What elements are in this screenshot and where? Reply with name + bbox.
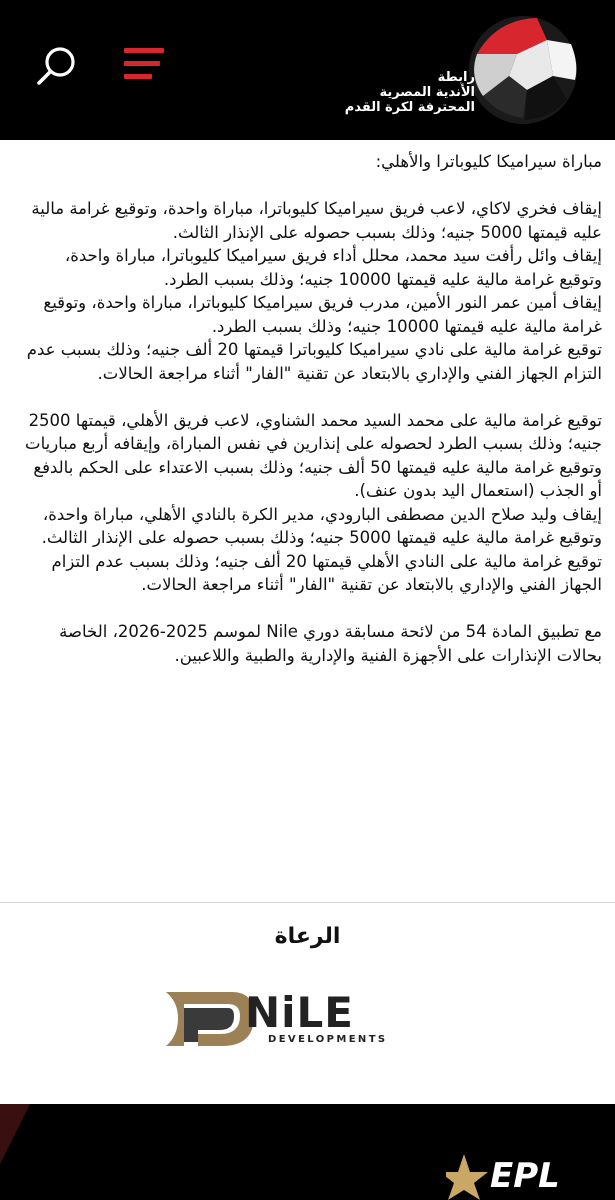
search-button[interactable]	[34, 44, 80, 90]
article-body	[22, 150, 602, 667]
article-paragraph: توقيع غرامة مالية على النادي الأهلي قيمتها 20 ألف جنيه؛ وذلك بسبب عدم التزام الجهاز الفني والإداري بالابتعاد عن تقنية "الفار" أثناء مراجعة الحالات.	[51, 551, 602, 594]
league-logo[interactable]	[344, 14, 605, 126]
top-header	[0, 0, 615, 140]
search-icon[interactable]	[34, 44, 80, 90]
article-heading: مباراة سيراميكا كليوباترا والأهلي:	[375, 152, 602, 171]
article-footnote: مع تطبيق المادة 54 من لائحة مسابقة دوري Nile لموسم 2025-2026، الخاصة بحالات الإنذارات على الأجهزة الفنية والإدارية والطبية واللاعبين.	[59, 622, 602, 665]
article-paragraph: إيقاف أمين عمر النور الأمين، مدرب فريق سيراميكا كليوباترا، مباراة واحدة، وتوقيع غرامة مالية عليه قيمتها 10000 جنيه؛ وذلك بسبب الطرد.	[43, 293, 602, 336]
football-logo-icon	[467, 14, 579, 126]
sponsors-title: الرعاة	[274, 924, 341, 949]
paragraph-gap	[22, 174, 602, 198]
article-paragraph: إيقاف وليد صلاح الدين مصطفى البارودي، مدير الكرة بالنادي الأهلي، مباراة واحدة، وتوقيع غرامة مالية عليه قيمتها 5000 جنيه؛ وذلك بسبب حصوله على الإنذار الثالث.	[41, 504, 602, 547]
menu-button[interactable]	[124, 44, 166, 84]
paragraph-gap	[22, 385, 602, 409]
section-divider	[0, 902, 615, 903]
hamburger-menu-icon-middle[interactable]	[124, 61, 160, 66]
article-paragraph: توقيع غرامة مالية على نادي سيراميكا كليوباترا قيمتها 20 ألف جنيه؛ وذلك بسبب عدم التزام الجهاز الفني والإداري بالابتعاد عن تقنية "الفار" أثناء مراجعة الحالات.	[26, 340, 602, 383]
footer	[0, 1104, 615, 1200]
sponsor-subtitle: DEVELOPMENTS	[268, 1034, 388, 1045]
logo-wordmark	[345, 70, 475, 115]
sponsor-name: NiLE	[245, 988, 354, 1037]
paragraph-gap	[22, 597, 602, 621]
logo-line-1: رابطة	[437, 70, 475, 85]
article-paragraph: إيقاف فخري لاكاي، لاعب فريق سيراميكا كليوباترا، مباراة واحدة، وتوقيع غرامة مالية عليه قيمتها 5000 جنيه؛ وذلك بسبب حصوله على الإنذار الثالث.	[31, 199, 602, 242]
hamburger-menu-icon-bottom[interactable]	[124, 74, 152, 79]
article-paragraph: توقيع غرامة مالية على محمد السيد محمد الشناوي، لاعب فريق الأهلي، قيمتها 2500 جنيه؛ وذلك بسبب الطرد لحصوله على إنذارين في نفس المباراة، وإيقافه أربع مباريات وتوقيع غرامة مالية عليه قيمتها 50 ألف جنيه؛ وذلك بسبب الاعتداء على الحكم بالدفع أو الجذب (استعمال اليد بدون عنف).	[25, 410, 602, 500]
logo-line-2: الأندية المصرية	[379, 85, 475, 100]
logo-line-3: المحترفة لكرة القدم	[344, 100, 475, 115]
hamburger-menu-icon[interactable]	[124, 48, 164, 53]
epl-label[interactable]: EPL	[490, 1156, 560, 1196]
article-paragraph: إيقاف وائل رأفت سيد محمد، محلل أداء فريق سيراميكا كليوباترا، مباراة واحدة، وتوقيع غرامة مالية عليه قيمتها 10000 جنيه؛ وذلك بسبب الطرد.	[64, 246, 602, 289]
